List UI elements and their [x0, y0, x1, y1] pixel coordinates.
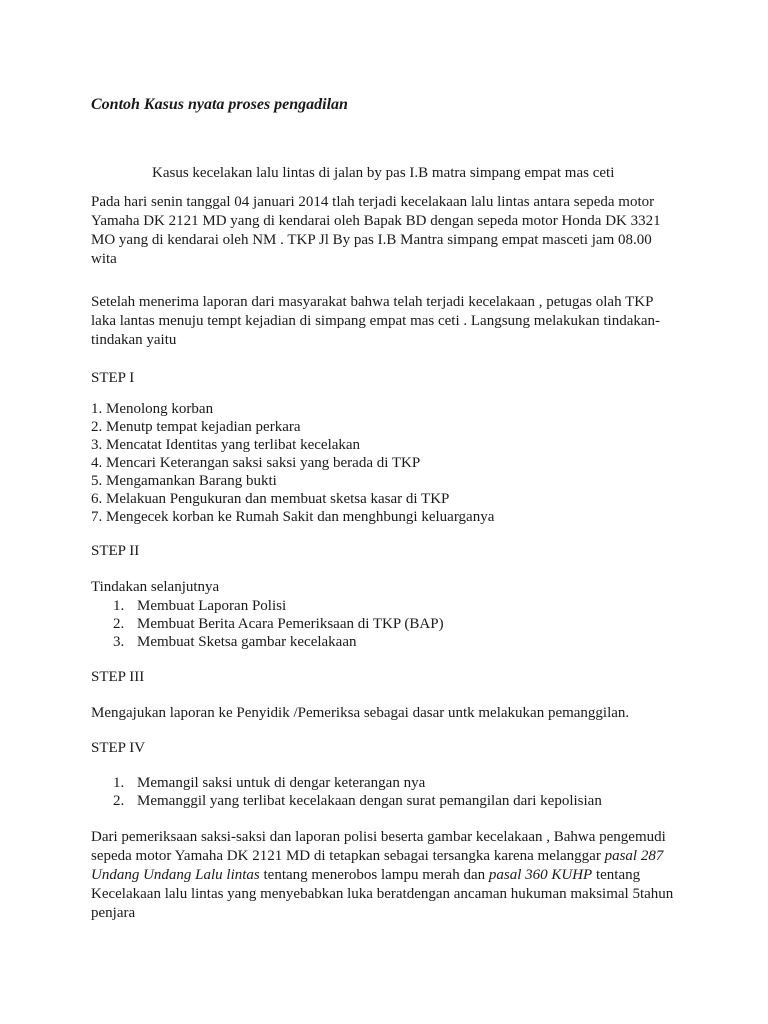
paragraph-line: Setelah menerima laporan dari masyarakat bahwa telah terjadi kecelakaan , petugas olah TKP: [91, 294, 654, 310]
step-3-heading: STEP III: [91, 669, 145, 685]
list-item: [113, 633, 444, 651]
list-number: 1.: [113, 775, 125, 791]
step-2-list: [113, 597, 444, 651]
list-item: [113, 615, 444, 633]
text-run: tentang: [592, 867, 641, 883]
law-reference: pasal 360 KUHP: [488, 867, 593, 883]
list-number: 3.: [113, 634, 125, 650]
paragraph-line: Yamaha DK 2121 MD yang di kendarai oleh Bapak BD dengan sepeda motor Honda DK 3321: [91, 213, 661, 229]
paragraph-conclusion: [91, 828, 681, 923]
step-1-list: [91, 400, 494, 526]
list-item: 2. Menutp tempat kejadian perkara: [91, 419, 301, 435]
list-text: Memanggil yang terlibat kecelakaan dengan surat pemangilan dari kepolisian: [137, 793, 602, 809]
step-2-intro: Tindakan selanjutnya: [91, 579, 220, 595]
step-1-heading: STEP I: [91, 370, 135, 386]
paragraph-line: Dari pemeriksaan saksi-saksi dan laporan polisi beserta gambar kecelakaan , Bahwa pengemudi: [91, 829, 666, 845]
paragraph-line: laka lantas menuju tempt kejadian di simpang empat mas ceti . Langsung melakukan tindakan-: [91, 313, 661, 329]
list-number: 2.: [113, 616, 125, 632]
list-item: 7. Mengecek korban ke Rumah Sakit dan menghbungi keluarganya: [91, 509, 495, 525]
list-text: Membuat Laporan Polisi: [137, 598, 287, 614]
list-item: 4. Mencari Keterangan saksi saksi yang berada di TKP: [91, 455, 421, 471]
paragraph-line: wita: [91, 251, 117, 267]
list-item: 3. Mencatat Identitas yang terlibat kecelakan: [91, 437, 361, 453]
list-item: 5. Mengamankan Barang bukti: [91, 473, 277, 489]
document-title: Contoh Kasus nyata proses pengadilan: [91, 96, 348, 113]
case-subtitle: Kasus kecelakan lalu lintas di jalan by pas I.B matra simpang empat mas ceti: [152, 165, 615, 181]
step-4-heading: STEP IV: [91, 740, 146, 756]
list-text: Membuat Berita Acara Pemeriksaan di TKP (BAP): [137, 616, 444, 632]
paragraph-line: MO yang di kendarai oleh NM . TKP Jl By pas I.B Mantra simpang empat masceti jam 08.00: [91, 232, 652, 248]
list-item: 6. Melakuan Pengukuran dan membuat sketsa kasar di TKP: [91, 491, 450, 507]
list-item: [113, 597, 444, 615]
step-3-text: Mengajukan laporan ke Penyidik /Pemeriksa sebagai dasar untk melakukan pemanggilan.: [91, 705, 630, 721]
step-2-heading: STEP II: [91, 543, 140, 559]
paragraph-line: Kecelakaan lalu lintas yang menyebabkan luka beratdengan ancaman hukuman maksimal 5tahun: [91, 886, 674, 902]
paragraph-line: [91, 847, 681, 866]
list-text: Memangil saksi untuk di dengar keterangan nya: [137, 775, 426, 791]
list-number: 1.: [113, 598, 125, 614]
paragraph-response: [91, 293, 681, 350]
paragraph-line: [91, 866, 681, 885]
list-item: [113, 774, 602, 792]
list-item: [113, 792, 602, 810]
paragraph-line: penjara: [91, 905, 136, 921]
step-4-list: [113, 774, 602, 810]
list-number: 2.: [113, 793, 125, 809]
list-item: 1. Menolong korban: [91, 401, 214, 417]
law-reference: pasal 287: [604, 848, 664, 864]
document-page: [91, 0, 691, 1024]
paragraph-line: tindakan yaitu: [91, 332, 177, 348]
text-run: sepeda motor Yamaha DK 2121 MD di tetapkan sebagai tersangka karena melanggar: [91, 848, 605, 864]
list-text: Membuat Sketsa gambar kecelakaan: [137, 634, 357, 650]
text-run: tentang menerobos lampu merah dan: [259, 867, 489, 883]
paragraph-line: Pada hari senin tanggal 04 januari 2014 tlah terjadi kecelakaan lalu lintas antara sepeda motor: [91, 194, 655, 210]
paragraph-incident: [91, 193, 681, 269]
law-reference: Undang Undang Lalu lintas: [91, 867, 260, 883]
